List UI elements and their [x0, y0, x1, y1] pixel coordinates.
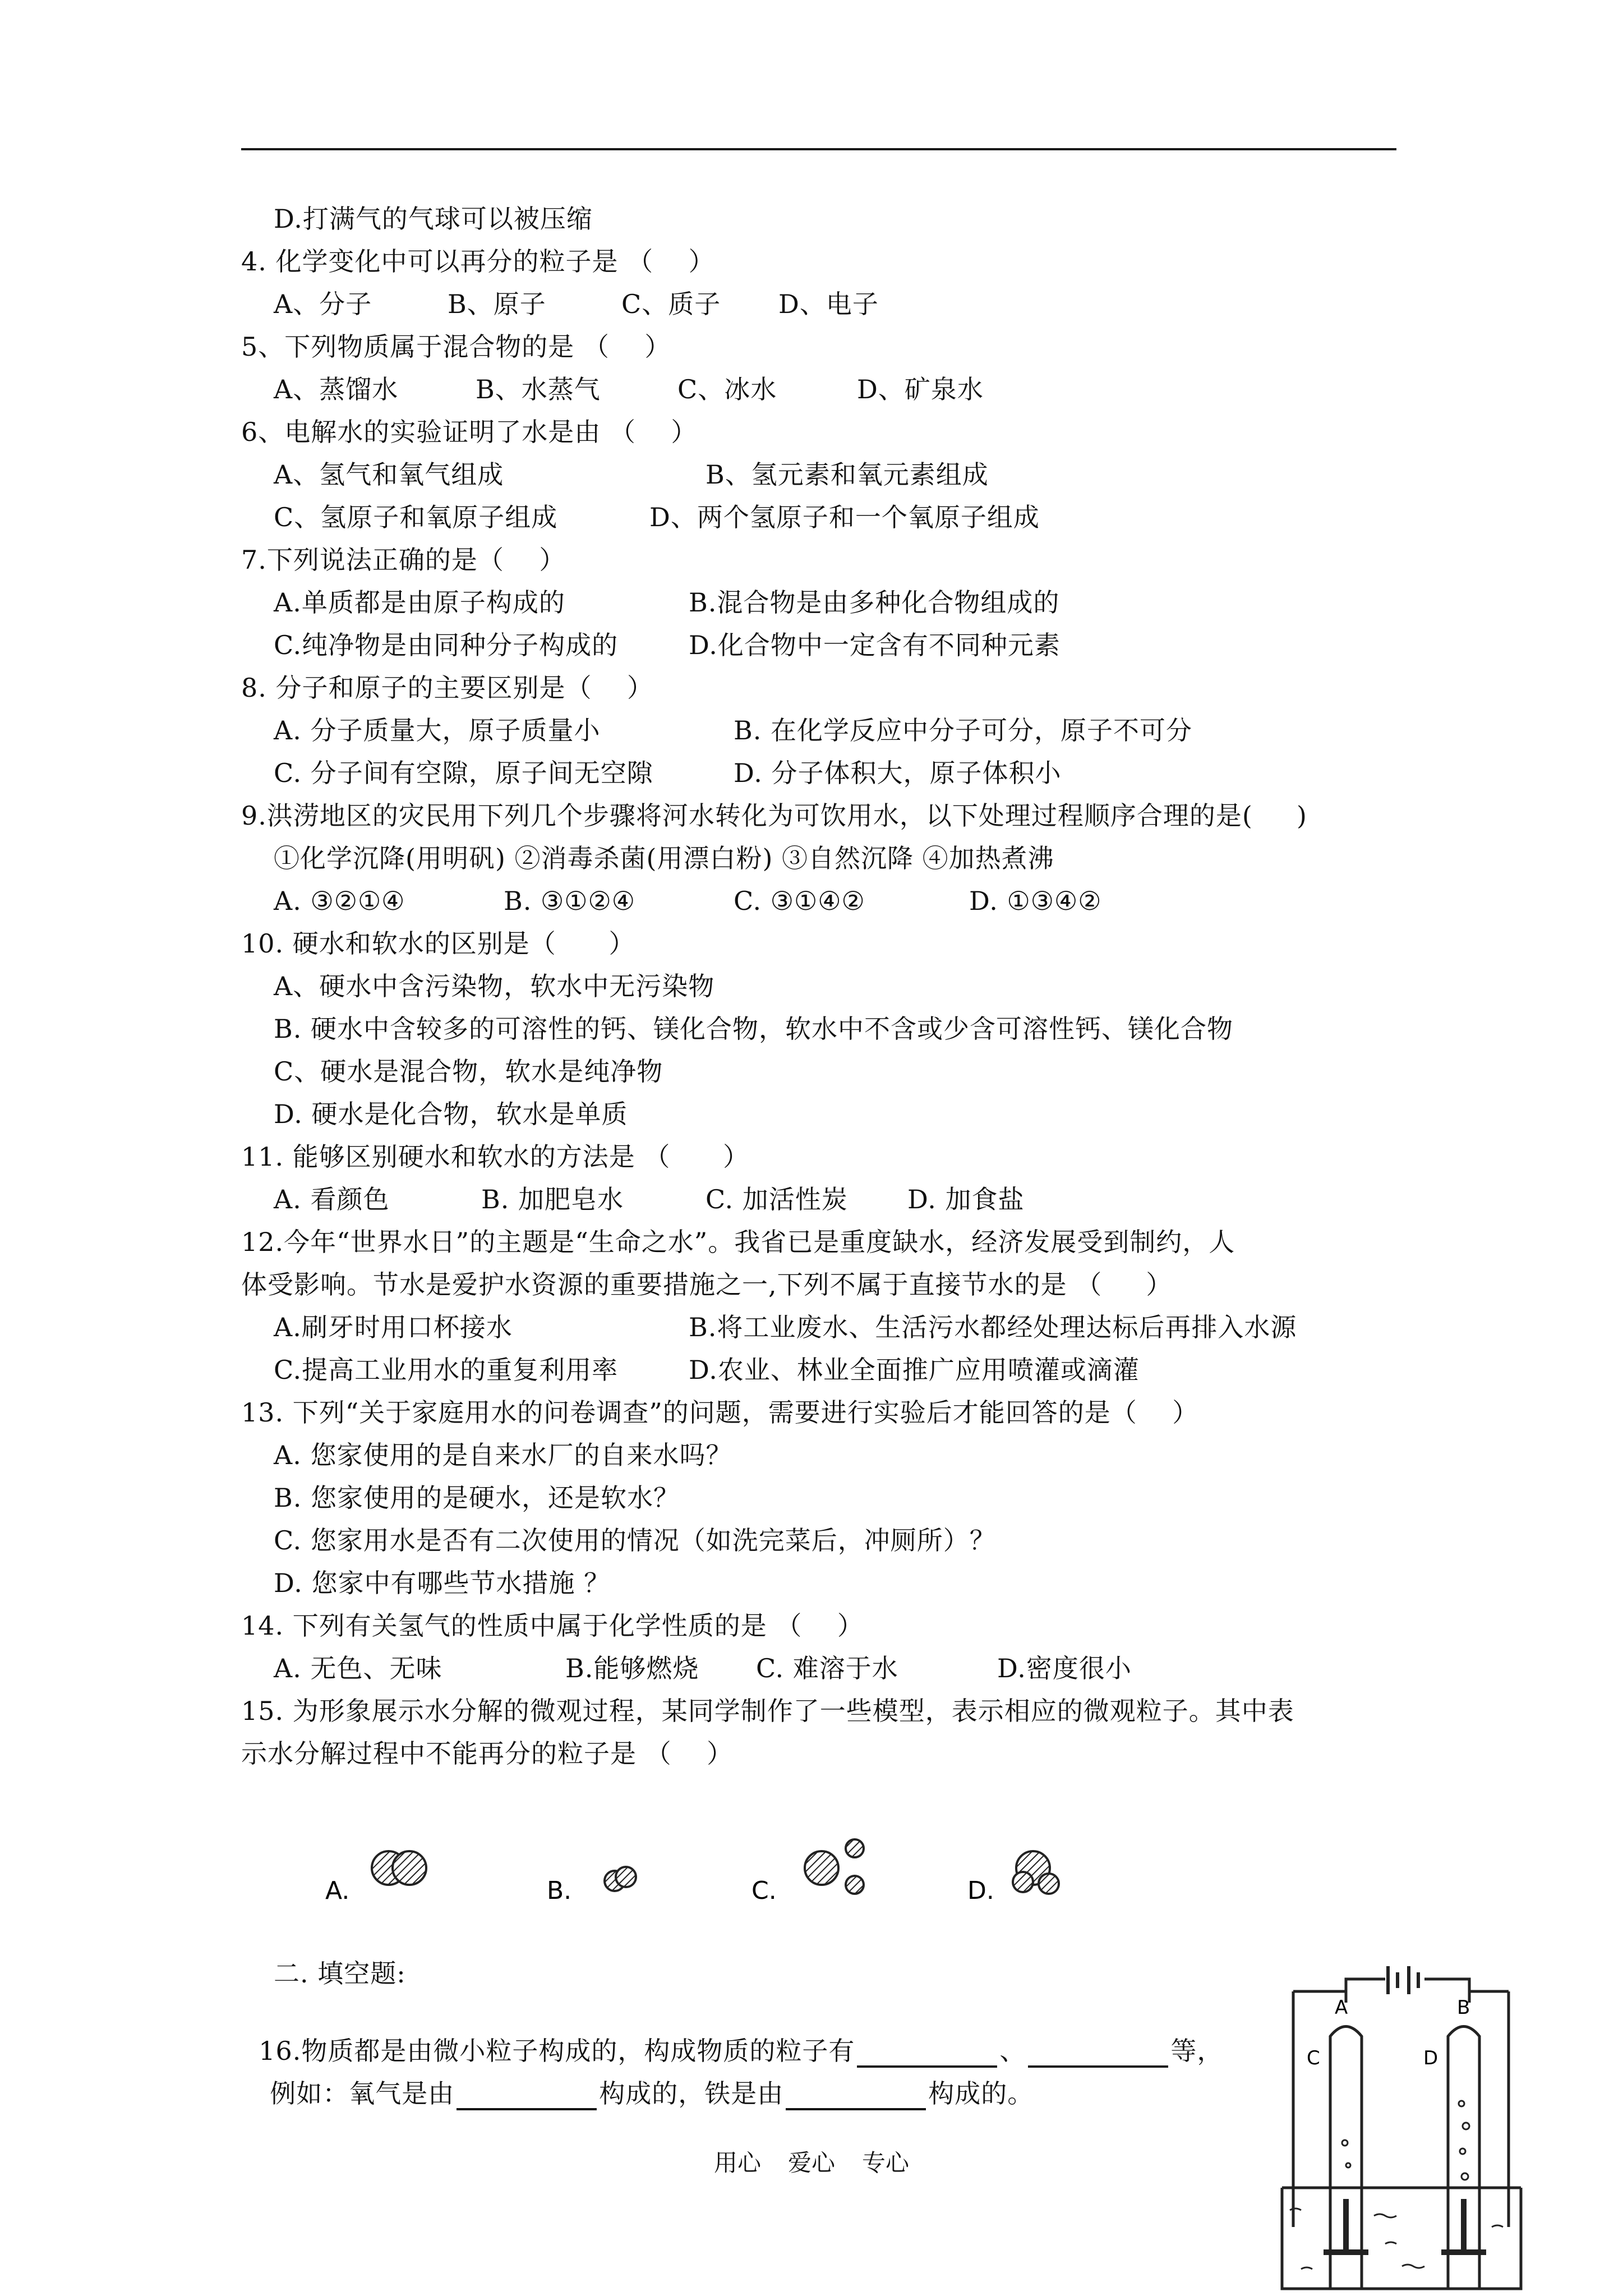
option-text: D、电子: [778, 289, 879, 319]
q16-line2: [252, 2043, 1034, 2110]
label-a: A: [1335, 1996, 1348, 2019]
model-d-icon: [1013, 1851, 1059, 1894]
page-footer: [0, 2145, 1623, 2178]
line-text: 4. 化学变化中可以再分的粒子是 （ ）: [241, 246, 715, 277]
option-text: C、冰水: [677, 374, 777, 404]
line-text: 15. 为形象展示水分解的微观过程，某同学制作了一些模型，表示相应的微观粒子。其中表: [241, 1696, 1294, 1726]
model-d-label: D.: [967, 1876, 994, 1905]
footer-word-2: 爱心: [787, 2149, 835, 2177]
option-text: A.单质都是由原子构成的: [274, 587, 565, 618]
option-text: B.能够燃烧: [565, 1653, 699, 1683]
q16-text1: 16.物质都是由微小粒子构成的，构成物质的粒子有: [259, 2036, 855, 2066]
option-text: A、氢气和氧气组成: [274, 459, 504, 490]
answer-blank-4[interactable]: [786, 2081, 926, 2110]
line-text: A、硬水中含污染物，软水中无污染物: [274, 971, 715, 1001]
line-text: 5、下列物质属于混合物的是 （ ）: [241, 332, 671, 362]
q16-text4: 构成的，铁是由: [599, 2078, 784, 2109]
option-text: B、氢元素和氧元素组成: [706, 459, 989, 490]
option-text: C. 分子间有空隙，原子间无空隙: [274, 758, 653, 788]
option-text: D.化合物中一定含有不同种元素: [689, 630, 1061, 660]
option-text: D. 分子体积大，原子体积小: [734, 758, 1062, 788]
option-text: A. 看颜色: [274, 1184, 390, 1214]
model-a-icon: [372, 1851, 426, 1885]
answer-blank-3[interactable]: [457, 2081, 597, 2110]
line-text: C. 您家用水是否有二次使用的情况（如洗完菜后，冲厕所）？: [274, 1525, 996, 1556]
line-text: 9.洪涝地区的灾民用下列几个步骤将河水转化为可饮用水，以下处理过程顺序合理的是( ): [241, 800, 1307, 831]
option-text: B. 加肥皂水: [481, 1184, 624, 1214]
option-text: C.纯净物是由同种分子构成的: [274, 630, 619, 660]
option-text: A、分子: [274, 289, 372, 319]
line-text: 示水分解过程中不能再分的粒子是 （ ）: [241, 1738, 734, 1769]
section-heading: 二. 填空题:: [274, 1958, 406, 1989]
label-c: C: [1307, 2047, 1320, 2069]
particle-models-figure: [314, 1823, 1127, 1913]
line-text: 6、电解水的实验证明了水是由 （ ）: [241, 417, 698, 447]
line-text: 10. 硬水和软水的区别是（ ）: [241, 928, 635, 959]
line-text: D.打满气的气球可以被压缩: [274, 204, 593, 234]
option-text: C. 加活性炭: [706, 1184, 848, 1214]
line-text: 13. 下列“关于家庭用水的问卷调查”的问题，需要进行实验后才能回答的是（ ）: [241, 1397, 1199, 1428]
option-text: D.农业、林业全面推广应用喷灌或滴灌: [689, 1355, 1140, 1385]
footer-word-1: 用心: [713, 2149, 761, 2177]
line-text: B. 您家使用的是硬水，还是软水？: [274, 1483, 680, 1513]
option-text: A. ③②①④: [274, 886, 405, 916]
q16-text2: 等，: [1170, 2036, 1224, 2066]
option-text: A. 无色、无味: [274, 1653, 442, 1683]
line-text: ①化学沉降(用明矾) ②消毒杀菌(用漂白粉) ③自然沉降 ④加热煮沸: [274, 843, 1054, 873]
line-text: 体受影响。节水是爱护水资源的重要措施之一,下列不属于直接节水的是 （ ）: [241, 1269, 1173, 1300]
line-text: A. 您家使用的是自来水厂的自来水吗？: [274, 1440, 732, 1470]
option-text: B、原子: [448, 289, 546, 319]
footer-word-3: 专心: [862, 2149, 910, 2177]
line-text: B. 硬水中含较多的可溶性的钙、镁化合物，软水中不含或少含可溶性钙、镁化合物: [274, 1014, 1234, 1044]
model-c-label: C.: [751, 1876, 777, 1905]
line-text: 8. 分子和原子的主要区别是（ ）: [241, 673, 653, 703]
q16-text5: 构成的。: [928, 2078, 1034, 2109]
option-text: C.提高工业用水的重复利用率: [274, 1355, 619, 1385]
answer-blank-2[interactable]: [1028, 2039, 1168, 2068]
model-b-icon: [605, 1867, 636, 1891]
line-text: 7.下列说法正确的是（ ）: [241, 545, 566, 575]
option-text: D. ①③④②: [969, 886, 1102, 916]
option-text: B. ③①②④: [504, 886, 636, 916]
line-text: 14. 下列有关氢气的性质中属于化学性质的是 （ ）: [241, 1611, 864, 1641]
option-text: D、矿泉水: [857, 374, 984, 404]
q16-sep: 、: [999, 2036, 1026, 2066]
model-b-label: B.: [547, 1876, 572, 1905]
option-text: B.将工业废水、生活污水都经处理达标后再排入水源: [689, 1312, 1297, 1342]
q16-text3: 例如：氧气是由: [270, 2078, 455, 2109]
electrolysis-apparatus-figure: [1279, 1963, 1525, 2294]
option-text: D、两个氢原子和一个氧原子组成: [649, 502, 1040, 532]
label-d: D: [1423, 2047, 1438, 2069]
option-text: D. 加食盐: [907, 1184, 1025, 1214]
option-text: A.刷牙时用口杯接水: [274, 1312, 513, 1342]
option-text: C、质子: [621, 289, 721, 319]
option-text: C、氢原子和氧原子组成: [274, 502, 558, 532]
option-text: C. ③①④②: [734, 886, 865, 916]
line-text: 12.今年“世界水日”的主题是“生命之水”。我省已是重度缺水，经济发展受到制约，人: [241, 1227, 1235, 1257]
label-b: B: [1457, 1996, 1470, 2019]
option-text: A、蒸馏水: [274, 374, 399, 404]
line-text: 11. 能够区别硬水和软水的方法是 （ ）: [241, 1142, 750, 1172]
line-text: C、硬水是混合物，软水是纯净物: [274, 1056, 663, 1087]
option-text: B.混合物是由多种化合物组成的: [689, 587, 1060, 618]
option-text: A. 分子质量大，原子质量小: [274, 715, 601, 746]
line-text: D. 您家中有哪些节水措施 ？: [274, 1568, 611, 1598]
option-text: C. 难溶于水: [756, 1653, 898, 1683]
option-text: B、水蒸气: [476, 374, 601, 404]
model-a-label: A.: [325, 1876, 350, 1905]
option-text: D.密度很小: [997, 1653, 1132, 1683]
model-c-icon: [805, 1839, 864, 1894]
line-text: D. 硬水是化合物，软水是单质: [274, 1099, 628, 1129]
option-text: B. 在化学反应中分子可分，原子不可分: [734, 715, 1193, 746]
header-rule: [241, 148, 1396, 150]
